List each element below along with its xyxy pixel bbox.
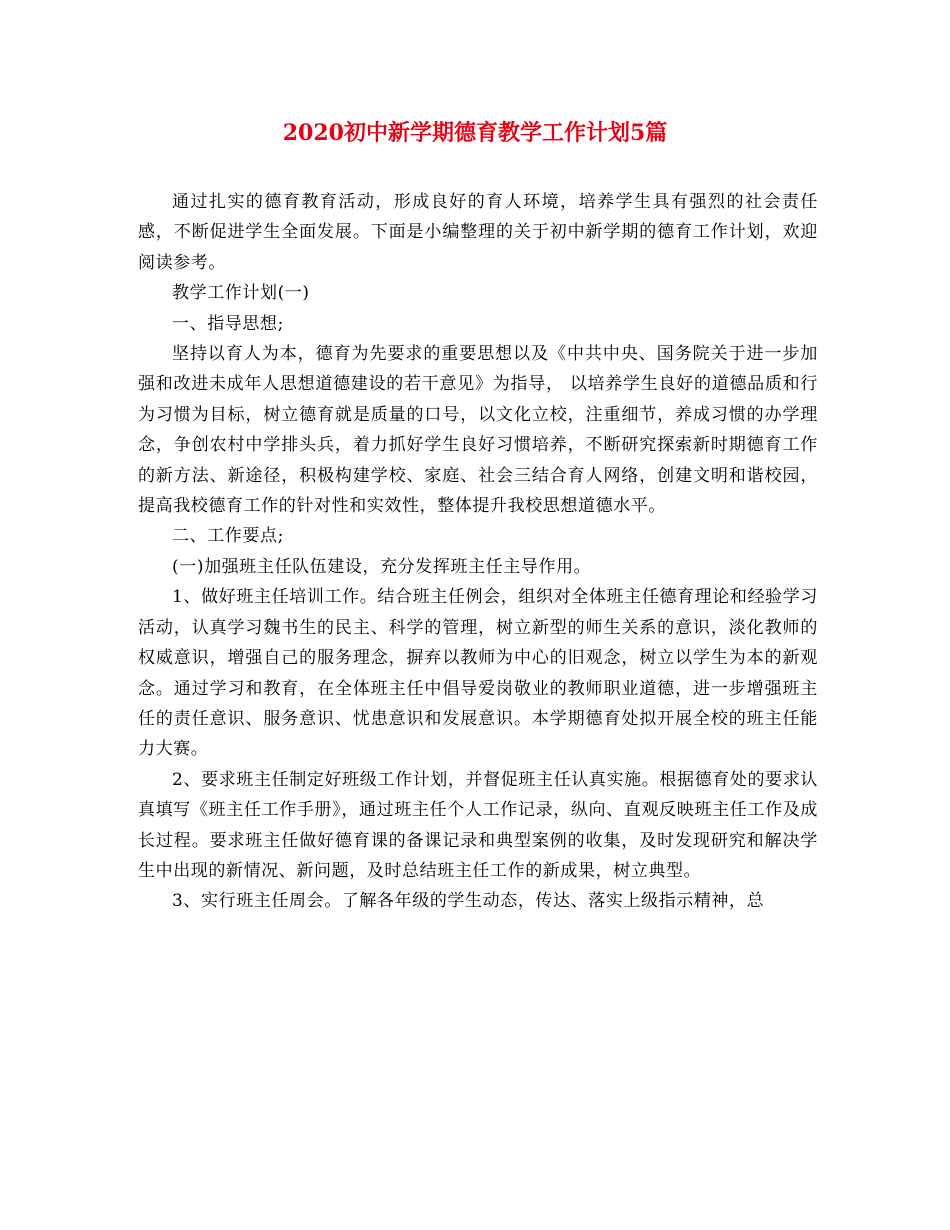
paragraph-item: 3、实行班主任周会。了解各年级的学生动态，传达、落实上级指示精神，总 xyxy=(172,891,765,912)
paragraph-intro: 通过扎实的德育教育活动，形成良好的育人环境，培养学生具有强烈的社会责任感，不断促进学生全面发展。下面是小编整理的关于初中新学期的德育工作计划，欢迎阅读参考。 xyxy=(138,192,818,273)
document-title: 2020初中新学期德育教学工作计划5篇 xyxy=(282,120,668,146)
paragraph-item: 2、要求班主任制定好班级工作计划，并督促班主任认真实施。根据德育处的要求认真填写《班主任工作手册》，通过班主任个人工作记录，纵向、直观反映班主任工作及成长过程。要求班主任做好德育课的备课记录和典型案例的收集，及时发现研究和解决学生中出现的新情况、新问题，及时总结班主任工作的新成果，树立典型。 xyxy=(138,769,818,881)
paragraph-guiding-thought: 坚持以育人为本，德育为先要求的重要思想以及《中共中央、国务院关于进一步加强和改进未成年人思想道德建设的若干意见》为指导， 以培养学生良好的道德品质和行为习惯为目标，树立德育就是质量的口号，以文化立校，注重细节，养成习惯的办学理念，争创农村中学排头兵，着力抓好学生良好习惯培养，不断研究探索新时期德育工作的新方法、新途径，积极构建学校、家庭、社会三结合育人网络，创建文明和谐校园，提高我校德育工作的针对性和实效性，整体提升我校思想道德水平。 xyxy=(138,344,818,517)
paragraph-item: 1、做好班主任培训工作。结合班主任例会，组织对全体班主任德育理论和经验学习活动，认真学习魏书生的民主、科学的管理，树立新型的师生关系的意识，淡化教师的权威意识，增强自己的服务理念，摒弃以教师为中心的旧观念，树立以学生为本的新观念。通过学习和教育，在全体班主任中倡导爱岗敬业的教师职业道德，进一步增强班主任的责任意识、服务意识、忧患意识和发展意识。本学期德育处拟开展全校的班主任能力大赛。 xyxy=(138,587,818,760)
document-body xyxy=(138,187,818,917)
paragraph-section-heading: 二、工作要点; xyxy=(172,526,284,547)
paragraph-subsection-heading: (一)加强班主任队伍建设，充分发挥班主任主导作用。 xyxy=(172,556,592,577)
paragraph-plan-heading: 教学工作计划(一) xyxy=(172,283,310,304)
paragraph-section-heading: 一、指导思想; xyxy=(172,313,284,334)
